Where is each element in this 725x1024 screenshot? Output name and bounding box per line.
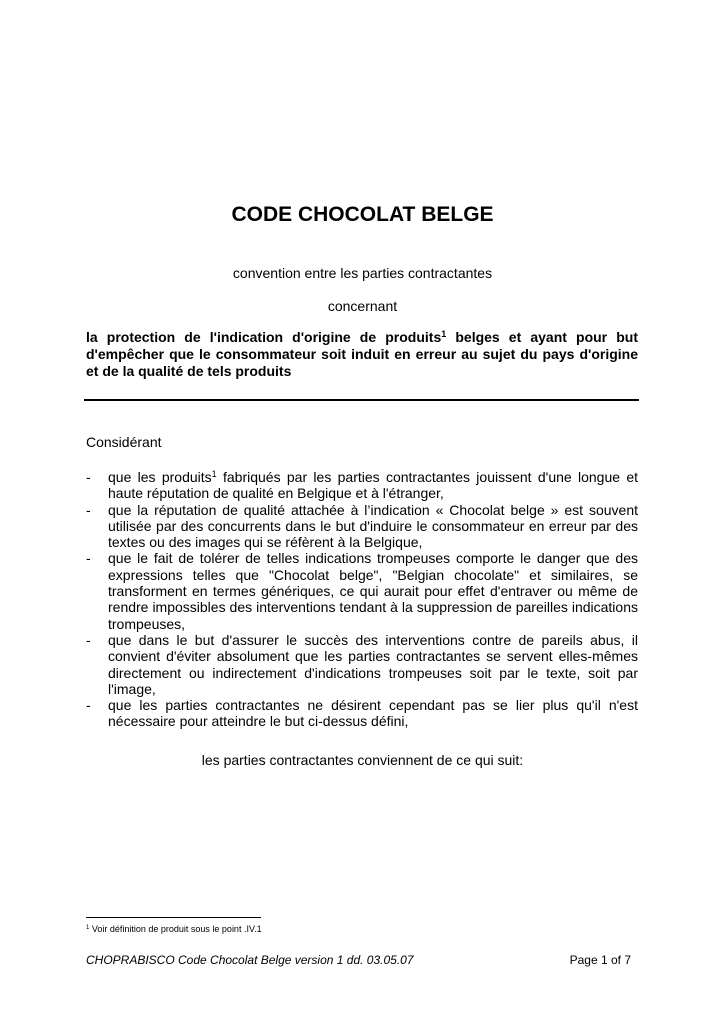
list-dash: - xyxy=(86,697,91,714)
list-dash: - xyxy=(86,501,91,518)
document-title: CODE CHOCOLAT BELGE xyxy=(231,203,494,226)
list-item-text: que la réputation de qualité attachée à l’indication « Chocolat belge » est souvent utilisée par des concurrents dans le but d'induire le consommateur en erreur par des textes ou des images qui se réfèrent à la Belgique, xyxy=(108,501,638,551)
list-item xyxy=(86,697,638,730)
list-item-text: que le fait de tolérer de telles indications trompeuses comporte le danger que des expressions telles que "Chocolat belge", "Belgian chocolate" et similaires, se transforment en termes génériques, ce qui aurait pour effet d'entraver ou même de rendre impossibles des interventions tendant à la suppression de pareilles indications trompeuses, xyxy=(108,550,638,632)
footnote-divider xyxy=(86,917,261,918)
list-item-text-end: fabriqués par les parties contractantes jouissent d'une longue et haute réputation de qualité en Belgique et à l'étranger, xyxy=(108,469,638,502)
list-item xyxy=(86,550,638,631)
footnote-text: Voir définition de produit sous le point .IV.1 xyxy=(89,924,262,934)
purpose-text-end: belges et ayant pour but d'empêcher que le consommateur soit induit en erreur au sujet du pays d'origine et de la qualité de tels produits xyxy=(86,329,638,379)
document-subtitle: convention entre les parties contractantes xyxy=(232,265,493,281)
list-item-text: que les parties contractantes ne désirent cependant pas se lier plus qu'il n'est nécessaire pour atteindre le but ci-dessus défini, xyxy=(108,697,638,730)
footnote xyxy=(86,924,262,934)
purpose-statement xyxy=(86,329,638,380)
list-item-text: que dans le but d'assurer le succès des interventions contre de pareils abus, il convient d'éviter absolument que les parties contractantes se servent elles-mêmes directement ou indirectement d'indications trompeuses soit par le texte, soit par l'image, xyxy=(108,631,638,697)
conclusion-text: les parties contractantes conviennent de ce qui suit: xyxy=(201,752,524,768)
footnote-reference: 1 xyxy=(211,469,217,479)
footnote-number: 1 xyxy=(86,925,90,931)
list-dash: - xyxy=(86,469,91,485)
list-dash: - xyxy=(86,631,91,648)
list-item xyxy=(86,632,638,697)
footer-document-info: CHOPRABISCO Code Chocolat Belge version 1 dd. 03.05.07 xyxy=(86,953,414,967)
considerations-list xyxy=(86,469,638,730)
purpose-text-start: la protection de l'indication d'origine de produits xyxy=(86,329,442,345)
list-item xyxy=(86,469,638,502)
list-dash: - xyxy=(86,550,91,567)
footnote-reference: 1 xyxy=(441,329,447,339)
section-divider xyxy=(84,399,639,401)
list-item xyxy=(86,502,638,551)
list-item-text-start: que les produits xyxy=(108,469,212,485)
document-subtitle-concernant: concernant xyxy=(327,298,398,314)
considerant-heading: Considérant xyxy=(86,434,162,450)
footer-page-number: Page 1 of 7 xyxy=(569,953,631,967)
